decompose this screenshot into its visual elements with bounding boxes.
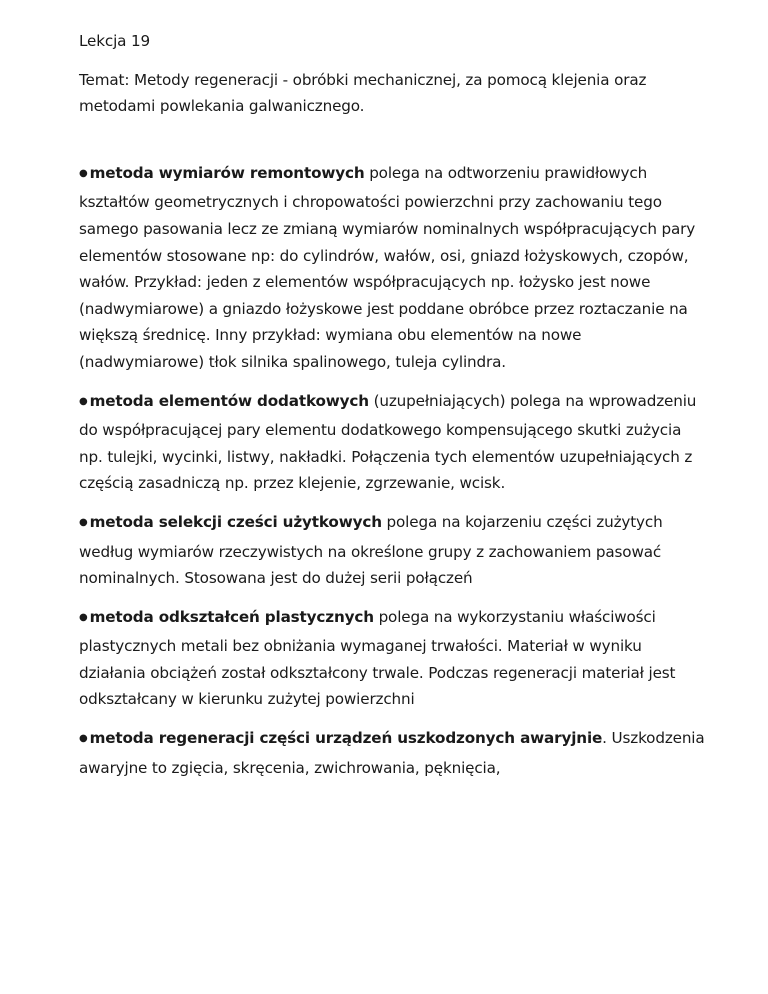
bullet-icon: ● [79,395,88,407]
item-text: . Uszkodzenia awaryjne to zgięcia, skręcenia, zwichrowania, pęknięcia, [79,729,705,777]
bullet-icon: ● [79,516,88,528]
item-text: polega na wykorzystaniu właściwości plastycznych metali bez obniżania wymaganej trwałości. Materiał w wyniku działania obciążeń został odkształcony trwale. Podczas regeneracji materiał jest odkształcany w kierunku zużytej powierzchni [79,607,676,709]
bullet-icon: ● [79,167,88,179]
item-term: metoda elementów dodatkowych [89,391,369,410]
bullet-icon: ● [79,733,88,745]
item-term: metoda selekcji cześci użytkowych [89,512,382,531]
item-term: metoda wymiarów remontowych [89,163,365,182]
item-term: metoda odkształceń plastycznych [89,607,374,626]
list-item-awaryjne [79,725,709,781]
document-page [79,28,709,793]
item-term: metoda regeneracji części urządzeń uszkodzonych awaryjnie [89,729,603,748]
item-text: polega na kojarzeniu części zużytych według wymiarów rzeczywistych na określone grupy z zachowaniem pasować nominalnych. Stosowana jest do dużej serii połączeń [79,512,663,588]
list-item-odksztalcenia [79,604,709,713]
lesson-number: Lekcja 19 [79,32,151,50]
item-text: polega na odtworzeniu prawidłowych kształtów geometrycznych i chropowatości powierzchni przy zachowaniu tego samego pasowania lecz ze zmianą wymiarów nominalnych współpracujących pary elementów stosowane np: do cylindrów, wałów, osi, gniazd łożyskowych, czopów, wałów. Przykład: jeden z elementów współpracujących np. łożysko jest nowe (nadwymiarowe) a gniazdo łożyskowe jest poddane obróbce przez roztaczanie na większą średnicę. Inny przykład: wymiana obu elementów na nowe (nadwymiarowe) tłok silnika spalinowego, tuleja cylindra. [79,163,696,371]
list-item-selekcja [79,509,709,592]
lesson-topic: Temat: Metody regeneracji - obróbki mechanicznej, za pomocą klejenia oraz metodami powlekania galwanicznego. [79,70,647,116]
list-item-dodatkowe [79,388,709,497]
item-text: (uzupełniających) polega na wprowadzeniu do współpracującej pary elementu dodatkowego kompensującego skutki zużycia np. tulejki, wycinki, listwy, nakładki. Połączenia tych elementów uzupełniających z częścią zasadniczą np. przez klejenie, zgrzewanie, wcisk. [79,391,697,493]
bullet-icon: ● [79,611,88,623]
list-item-remontowe [79,160,709,376]
